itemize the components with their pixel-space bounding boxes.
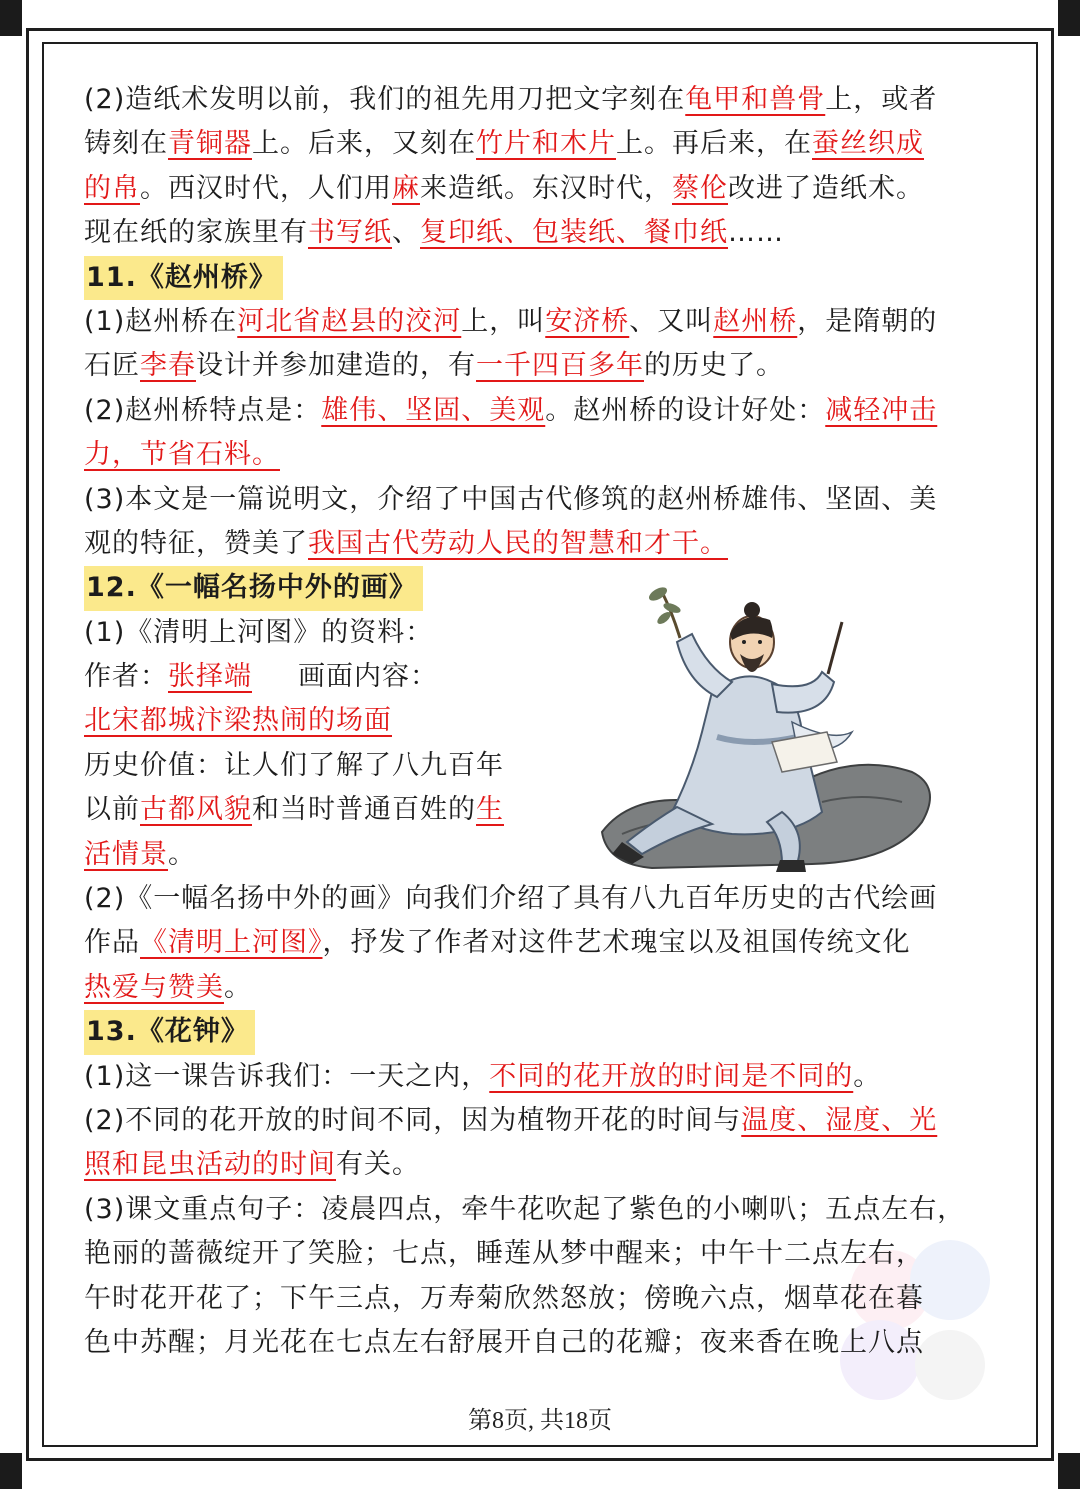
corner-mark-top-right [1058, 0, 1080, 36]
section-heading-13 [84, 1010, 1000, 1054]
answer-highlight: 热爱与赞美 [84, 971, 224, 1003]
text-line: (1)《清明上河图》的资料： [84, 616, 434, 648]
answer-highlight: 活情景 [84, 838, 168, 870]
page-number: 第8页, 共18页 [468, 1408, 612, 1434]
answer-highlight: 蚕丝织成 [812, 128, 924, 160]
answer-highlight: 麻 [392, 172, 420, 204]
answer-highlight: 北宋都城汴梁热闹的场面 [84, 705, 392, 737]
answer-highlight: 李春 [140, 350, 196, 382]
answer-highlight: 龟甲和兽骨 [685, 84, 826, 115]
text-line: (2)不同的花开放的时间不同，因为植物开花的时间与温度、湿度、光 [84, 1104, 938, 1136]
text-line: (1)赵州桥在河北省赵县的洨河上，叫安济桥、又叫赵州桥，是隋朝的 [84, 305, 938, 337]
text-line: 作者：张择端 画面内容： [84, 661, 438, 693]
text-line: 观的特征，赞美了我国古代劳动人民的智慧和才干。 [84, 527, 728, 559]
answer-highlight: 的帛 [84, 172, 140, 204]
text-line: 艳丽的蔷薇绽开了笑脸；七点，睡莲从梦中醒来；中午十二点左右， [84, 1238, 924, 1270]
text-line [84, 699, 1000, 743]
answer-highlight: 书写纸 [308, 217, 392, 249]
answer-highlight: 力，节省石料。 [84, 439, 280, 471]
corner-mark-top-left [0, 0, 22, 36]
text-line: 照和昆虫活动的时间有关。 [84, 1149, 420, 1181]
answer-highlight: 温度、湿度、光 [741, 1104, 938, 1136]
text-line: 午时花开花了；下午三点，万寿菊欣然怒放；傍晚六点，烟草花在暮 [84, 1282, 924, 1314]
text-line: 热爱与赞美。 [84, 971, 252, 1003]
text-line: 铸刻在青铜器上。后来，又刻在竹片和木片上。再后来，在蚕丝织成 [84, 128, 924, 160]
answer-highlight: 安济桥 [545, 305, 630, 337]
answer-highlight: 雄伟、坚固、美观 [321, 394, 546, 426]
lesson-title: 13.《花钟》 [84, 1010, 255, 1054]
answer-highlight: 照和昆虫活动的时间 [84, 1149, 336, 1181]
answer-highlight: 蔡伦 [672, 172, 728, 204]
answer-highlight: 一千四百多年 [476, 350, 644, 382]
answer-highlight: 《清明上河图》 [140, 927, 323, 959]
text-line: 色中苏醒；月光花在七点左右舒展开自己的花瓣；夜来香在晚上八点 [84, 1326, 924, 1358]
section-heading-11 [84, 256, 1000, 300]
corner-mark-bottom-right [1058, 1453, 1080, 1489]
answer-highlight: 减轻冲击 [825, 394, 938, 426]
text-line [84, 433, 1000, 477]
answer-highlight: 竹片和木片 [476, 128, 616, 160]
text-line: 历史价值：让人们了解了八九百年 [84, 749, 504, 781]
text-line: 作品《清明上河图》，抒发了作者对这件艺术瑰宝以及祖国传统文化 [84, 927, 911, 959]
text-line: (2)赵州桥特点是：雄伟、坚固、美观。赵州桥的设计好处：减轻冲击 [84, 394, 938, 426]
text-line: 石匠李春设计并参加建造的，有一千四百多年的历史了。 [84, 350, 784, 382]
answer-highlight: 青铜器 [168, 128, 252, 160]
page-content [84, 78, 1000, 1365]
answer-highlight: 不同的花开放的时间是不同的 [489, 1060, 854, 1092]
answer-highlight: 张择端 [168, 661, 252, 693]
text-line: 的帛。西汉时代，人们用麻来造纸。东汉时代，蔡伦改进了造纸术。 [84, 172, 924, 204]
answer-highlight: 赵州桥 [713, 305, 798, 337]
text-line: 以前古都风貌和当时普通百姓的生 [84, 794, 504, 826]
corner-mark-bottom-left [0, 1453, 22, 1489]
answer-highlight: 我国古代劳动人民的智慧和才干。 [308, 527, 728, 559]
lesson-title: 11.《赵州桥》 [84, 256, 283, 300]
text-line: (1)这一课告诉我们：一天之内，不同的花开放的时间是不同的。 [84, 1060, 882, 1092]
answer-highlight: 古都风貌 [140, 794, 252, 826]
answer-highlight: 生 [476, 794, 504, 826]
text-line: (3)课文重点句子：凌晨四点，牵牛花吹起了紫色的小喇叭；五点左右， [84, 1193, 966, 1225]
text-line: (2)造纸术发明以前，我们的祖先用刀把文字刻在龟甲和兽骨上，或者 [84, 84, 938, 115]
text-line: (3)本文是一篇说明文，介绍了中国古代修筑的赵州桥雄伟、坚固、美 [84, 483, 938, 515]
text-line: 活情景。 [84, 838, 196, 870]
lesson-title: 12.《一幅名扬中外的画》 [84, 566, 423, 610]
answer-highlight: 河北省赵县的洨河 [237, 305, 462, 337]
text-line: 现在纸的家族里有书写纸、复印纸、包装纸、餐巾纸…… [84, 217, 784, 249]
answer-highlight: 复印纸、包装纸、餐巾纸 [420, 217, 728, 249]
section-heading-12 [84, 566, 1000, 610]
text-line: (2)《一幅名扬中外的画》向我们介绍了具有八九百年历史的古代绘画 [84, 883, 938, 915]
